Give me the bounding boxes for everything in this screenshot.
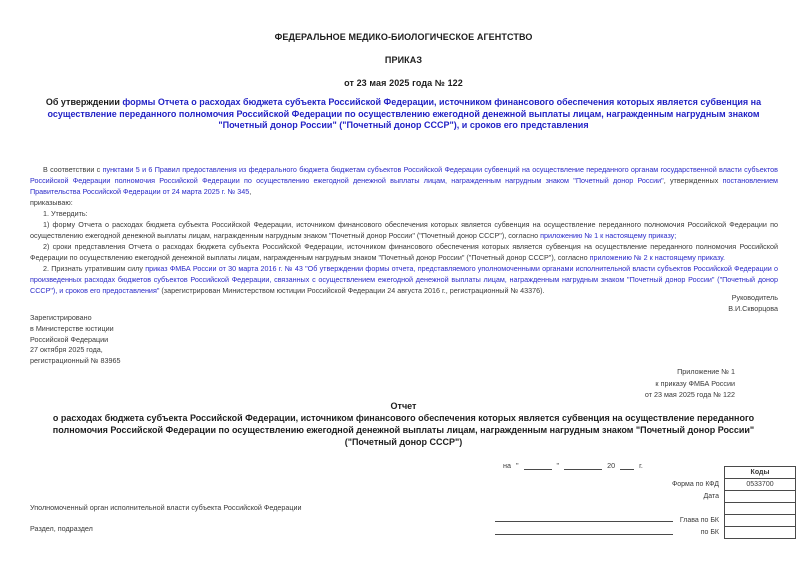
signature-block <box>728 292 778 314</box>
preamble-text-3: , <box>249 187 252 196</box>
report-title-rest: о расходах бюджета субъекта Российской Федерации, источником финансового обеспечения которых является субвенция на осуществление переданного полномочия Российской Федерации по осуществлению ежегодной денежной выплаты лицам, награжденным нагрудным знаком "Почетный донор России" ("Почетный донор СССР") <box>52 413 755 447</box>
codes-label-data: Дата <box>703 493 719 500</box>
codes-label-glava: Глава по БК <box>679 517 719 524</box>
item-3-tail: (зарегистрирован Министерством юстиции Российской Федерации 24 августа 2016 г., регистрационный № 43376). <box>161 286 545 295</box>
preamble-text-2: , утвержденных <box>663 176 719 185</box>
section-fill-line <box>495 534 673 535</box>
signature-position: Руководитель <box>731 293 778 302</box>
document-title-prefix: Об утверждении <box>45 97 120 107</box>
authority-fill-line <box>495 521 673 522</box>
item-2-text: 2) сроки представления Отчета о расходах бюджета субъекта Российской Федерации, источником финансового обеспечения которых является субвенция на осуществление переданного полномочия Российской Федерации по осуществлению ежегодной денежной выплаты лицам, награжденным нагрудным знаком "Почетный донор России" ("Почетный донор СССР"), согласно <box>30 242 778 262</box>
rules-link[interactable]: пунктами 5 и 6 Правил предоставления из федерального бюджета бюджетам субъектов Российской Федерации субвенций на осуществление переданного органам государственной власти субъектов Российской Федерации полномочия Российской Федерации по осуществлению ежегодной денежной выплаты лицам, награжденным нагрудным знаком "Почетный донор России" <box>30 165 778 185</box>
preamble-text-1: В соответствии с <box>43 165 101 174</box>
section-label: Раздел, подраздел <box>30 524 93 533</box>
document-body <box>30 164 778 296</box>
document-date-number: от 23 мая 2025 года № 122 <box>344 78 463 88</box>
date-open-quote: " <box>515 461 519 470</box>
item-3 <box>30 263 778 296</box>
item-1-text: 1) форму Отчета о расходах бюджета субъекта Российской Федерации, источником финансового обеспечения которых является субвенция на осуществление переданного полномочия Российской Федерации по осуществлению ежегодной денежной выплаты лицам, награжденным нагрудным знаком "Почетный донор России" ("Почетный донор СССР"), согласно <box>30 220 778 240</box>
order-word: приказываю: <box>30 198 73 207</box>
codes-value-bk <box>724 526 796 539</box>
document-type: ПРИКАЗ <box>384 55 423 65</box>
date-close-quote: " <box>556 461 560 470</box>
item-2 <box>30 241 778 263</box>
resolution-link[interactable]: постановлением Правительства Российской Федерации от 24 марта 2025 г. № 345 <box>30 176 779 196</box>
registration-block <box>30 313 120 367</box>
codes-row-bk <box>600 526 796 539</box>
appendix-order-ref: к приказу ФМБА России <box>655 378 735 388</box>
codes-label-forma: Форма по КФД <box>671 481 719 488</box>
date-year-prefix: 20 <box>607 461 616 470</box>
appendix-2-link[interactable]: приложению № 2 к настоящему приказу. <box>589 253 726 262</box>
repealed-order-link[interactable]: приказ ФМБА России от 30 марта 2016 г. № 43 "Об утверждении формы отчета, представляемого уполномоченными органами исполнительной власти субъектов Российской Федерации о произведенных расходах бюджетов субъектов Российской Федерации, связанных с осуществлением ежегодной денежной выплаты лицам, награжденным нагрудным знаком "Почетный донор России" ("Почетный донор СССР"), и сроков его предоставления" <box>30 264 778 295</box>
registration-line: Российской Федерации <box>30 334 109 344</box>
agency-name: ФЕДЕРАЛЬНОЕ МЕДИКО-БИОЛОГИЧЕСКОЕ АГЕНТСТВО <box>274 32 533 42</box>
signature-name: В.И.Скворцова <box>728 304 778 313</box>
codes-header-cell: Коды <box>724 466 796 479</box>
date-line-na: на <box>503 461 511 470</box>
date-year-suffix: г. <box>639 461 643 470</box>
document-title-link[interactable]: формы Отчета о расходах бюджета субъекта Российской Федерации, источником финансового обеспечения которых является субвенция на осуществление переданного полномочия Российской Федерации по осуществлению ежегодной денежной выплаты лицам, награжденным нагрудным знаком "Почетный донор России" ("Почетный донор СССР"), и сроков его представления <box>47 97 762 130</box>
report-title <box>28 400 779 448</box>
registration-line: в Министерстве юстиции <box>30 323 114 333</box>
registration-line: регистрационный № 83965 <box>30 356 121 366</box>
approve-line: 1. Утвердить: <box>43 209 88 218</box>
appendix-1-link[interactable]: приложению № 1 к настоящему приказу; <box>540 231 677 240</box>
item-3-text: 2. Признать утратившим силу <box>43 264 143 273</box>
registration-line: Зарегистрировано <box>30 313 92 322</box>
codes-value-forma: 0533700 <box>724 478 796 491</box>
registration-line: 27 октября 2025 года, <box>30 345 103 355</box>
preamble-paragraph <box>30 164 778 197</box>
date-month-blank <box>564 462 602 470</box>
appendix-number: Приложение № 1 <box>677 367 735 376</box>
document-title <box>30 97 777 132</box>
report-title-word: Отчет <box>390 401 417 411</box>
appendix-header-block <box>645 366 735 401</box>
authority-label: Уполномоченный орган исполнительной власти субъекта Российской Федерации <box>30 503 302 512</box>
codes-label-bk: по БК <box>700 529 719 536</box>
item-1 <box>30 219 778 241</box>
date-day-blank <box>524 462 552 470</box>
appendix-order-date: от 23 мая 2025 года № 122 <box>644 390 735 400</box>
codes-table <box>600 466 796 539</box>
